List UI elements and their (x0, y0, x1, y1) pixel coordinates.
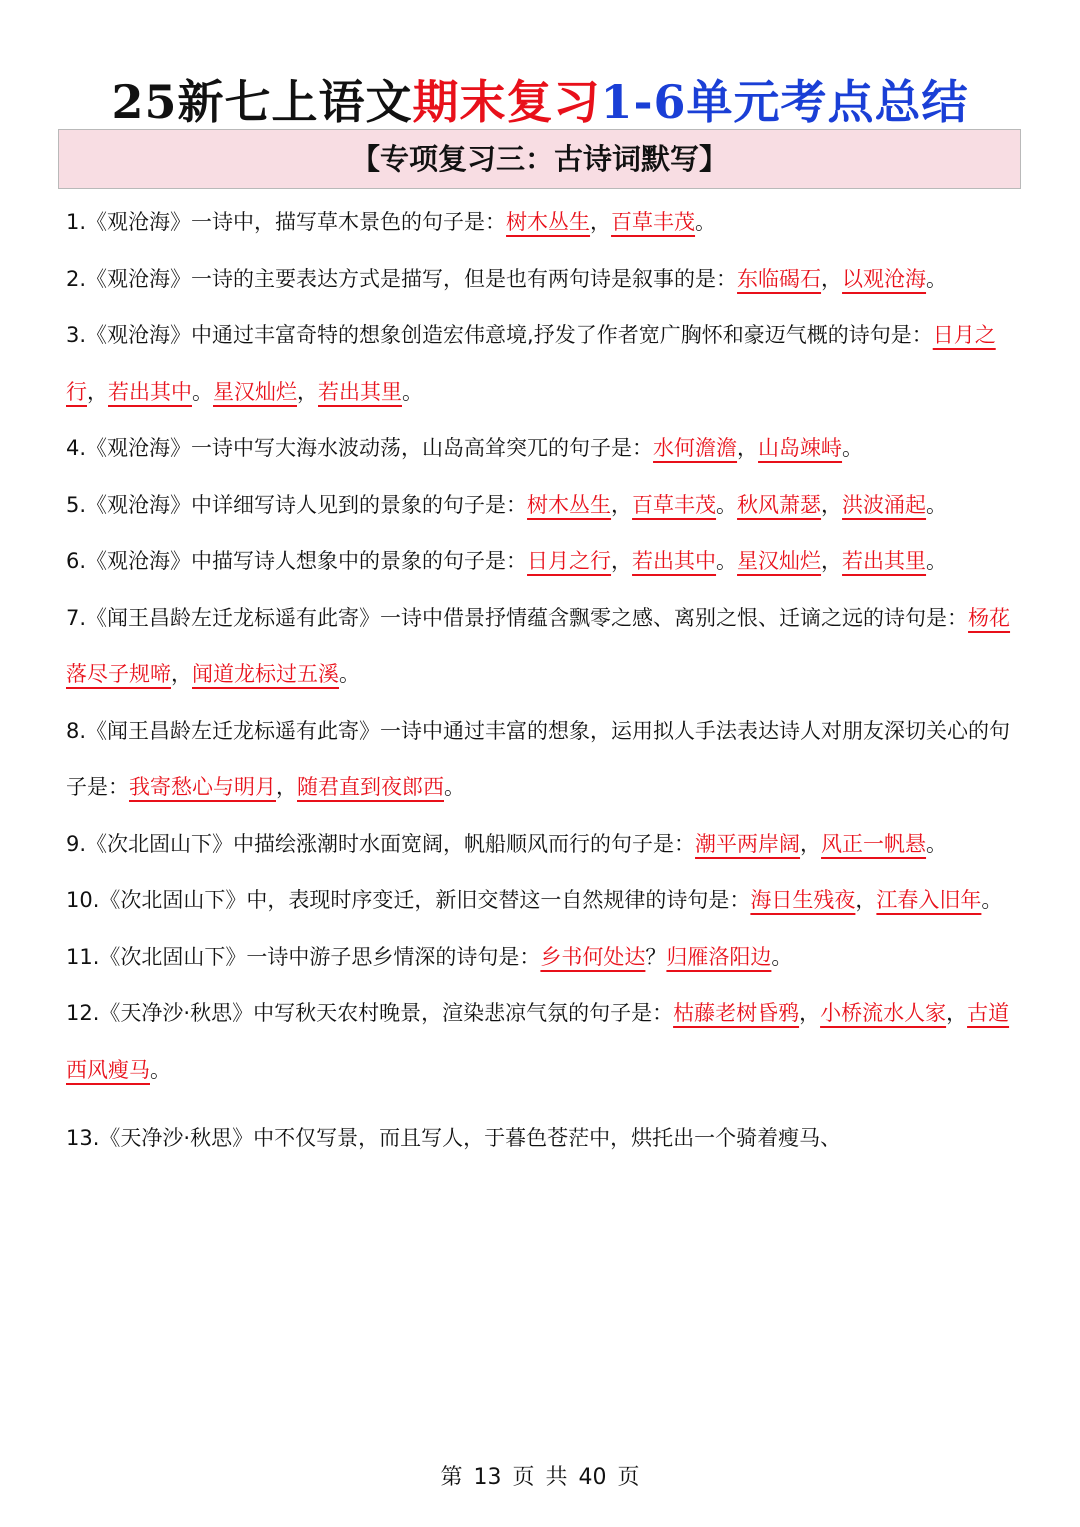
question-text: 11.《次北固山下》一诗中游子思乡情深的诗句是： (66, 944, 541, 969)
answer-blank: 若出其里 (842, 549, 927, 573)
title-part-review: 期末复习 (412, 75, 601, 129)
punctuation: ， (800, 831, 822, 856)
punctuation: 。 (842, 436, 864, 460)
answer-blank: 树木丛生 (527, 492, 612, 517)
punctuation: 。 (926, 831, 948, 856)
punctuation: 。 (771, 944, 793, 969)
question-item-9 (66, 816, 1016, 873)
punctuation: ， (799, 1001, 821, 1025)
answer-blank: 东临碣石 (737, 266, 822, 291)
answer-blank: 杨花落尽子规啼 (66, 605, 1011, 686)
punctuation: ， (297, 379, 318, 404)
question-item-12 (66, 985, 1016, 1098)
answer-blank: 以观沧海 (842, 266, 927, 291)
punctuation: ， (171, 662, 192, 686)
punctuation: 。 (716, 492, 738, 517)
page-title (0, 70, 1080, 134)
answer-blank: 树木丛生 (506, 210, 591, 234)
punctuation: ， (87, 379, 108, 404)
title-part-grade: 25新七上语文 (111, 75, 413, 129)
question-item-11 (66, 929, 1016, 986)
section-heading-banner (58, 129, 1021, 189)
answer-blank: 小桥流水人家 (820, 1001, 947, 1025)
question-text: 2.《观沧海》一诗的主要表达方式是描写，但是也有两句诗是叙事的是： (66, 266, 738, 291)
answer-blank: 我寄愁心与明月 (129, 775, 276, 799)
question-text: 13.《天净沙·秋思》中不仅写景，而且写人，于暮色苍茫中，烘托出一个骑着瘦马、 (66, 1126, 842, 1150)
answer-blank: 江春入旧年 (876, 888, 982, 912)
answer-blank: 若出其中 (632, 549, 717, 573)
answer-blank: 山岛竦峙 (758, 436, 843, 460)
question-list (66, 194, 1016, 1167)
answer-blank: 海日生残夜 (750, 888, 856, 912)
question-item-7 (66, 590, 1016, 703)
question-item-13 (66, 1110, 1016, 1167)
page-number-footer: 第 13 页 共 40 页 (440, 1465, 640, 1490)
answer-blank: 乡书何处达 (540, 944, 646, 969)
answer-blank: 古道西风瘦马 (66, 1001, 1010, 1082)
punctuation: 。 (150, 1057, 171, 1082)
punctuation: ， (946, 1001, 968, 1025)
punctuation: ， (276, 775, 297, 799)
answer-blank: 潮平两岸阔 (695, 831, 801, 856)
question-text: 8.《闻王昌龄左迁龙标遥有此寄》一诗中通过丰富的想象，运用拟人手法表达诗人对朋友深切关心的句子是： (66, 718, 1011, 799)
punctuation: ， (611, 492, 633, 517)
answer-blank: 枯藤老树昏鸦 (673, 1001, 800, 1025)
punctuation: ， (821, 549, 843, 573)
punctuation: 。 (716, 549, 738, 573)
punctuation: ， (855, 888, 877, 912)
answer-blank: 水何澹澹 (653, 436, 738, 460)
question-text: 7.《闻王昌龄左迁龙标遥有此寄》一诗中借景抒情蕴含飘零之感、离别之恨、迁谪之远的诗句是： (66, 605, 969, 630)
answer-blank: 随君直到夜郎西 (297, 775, 444, 799)
section-heading: 【专项复习三：古诗词默写】 (350, 142, 728, 176)
question-text: 4.《观沧海》一诗中写大海水波动荡，山岛高耸突兀的句子是： (66, 436, 654, 460)
question-item-3 (66, 307, 1016, 420)
punctuation: ， (590, 210, 612, 234)
question-text: 1.《观沧海》一诗中，描写草木景色的句子是： (66, 210, 507, 234)
question-text: 12.《天净沙·秋思》中写秋天农村晚景，渲染悲凉气氛的句子是： (66, 1001, 674, 1025)
title-part-units: 1-6单元考点总结 (600, 75, 969, 129)
punctuation: 。 (339, 662, 360, 686)
answer-blank: 若出其里 (318, 379, 402, 404)
answer-blank: 星汉灿烂 (737, 549, 822, 573)
question-text: 6.《观沧海》中描写诗人想象中的景象的句子是： (66, 549, 528, 573)
answer-blank: 风正一帆悬 (821, 831, 927, 856)
punctuation: 。 (192, 379, 213, 404)
question-item-2 (66, 251, 1016, 308)
answer-blank: 若出其中 (108, 379, 192, 404)
punctuation: ， (821, 492, 843, 517)
punctuation: 。 (926, 492, 948, 517)
punctuation: ？ (645, 944, 667, 969)
answer-blank: 闻道龙标过五溪 (192, 662, 339, 686)
question-text: 5.《观沧海》中详细写诗人见到的景象的句子是： (66, 492, 528, 517)
answer-blank: 百草丰茂 (611, 210, 696, 234)
punctuation: ， (611, 549, 633, 573)
answer-blank: 秋风萧瑟 (737, 492, 822, 517)
question-text: 10.《次北固山下》中，表现时序变迁，新旧交替这一自然规律的诗句是： (66, 888, 751, 912)
question-item-4 (66, 420, 1016, 477)
question-text: 9.《次北固山下》中描绘涨潮时水面宽阔，帆船顺风而行的句子是： (66, 831, 696, 856)
punctuation: 。 (695, 210, 717, 234)
question-text: 3.《观沧海》中通过丰富奇特的想象创造宏伟意境,抒发了作者宽广胸怀和豪迈气概的诗句是： (66, 323, 933, 347)
question-item-1 (66, 194, 1016, 251)
question-item-10 (66, 872, 1016, 929)
answer-blank: 星汉灿烂 (213, 379, 297, 404)
punctuation: ， (737, 436, 759, 460)
question-item-5 (66, 477, 1016, 534)
answer-blank: 洪波涌起 (842, 492, 927, 517)
answer-blank: 日月之行 (66, 323, 996, 404)
punctuation: 。 (926, 549, 948, 573)
punctuation: 。 (981, 888, 1003, 912)
punctuation: ， (821, 266, 843, 291)
answer-blank: 百草丰茂 (632, 492, 717, 517)
punctuation: 。 (444, 775, 465, 799)
question-item-6 (66, 533, 1016, 590)
question-item-8 (66, 703, 1016, 816)
punctuation: 。 (926, 266, 948, 291)
answer-blank: 日月之行 (527, 549, 612, 573)
punctuation: 。 (402, 379, 423, 404)
answer-blank: 归雁洛阳边 (666, 944, 772, 969)
